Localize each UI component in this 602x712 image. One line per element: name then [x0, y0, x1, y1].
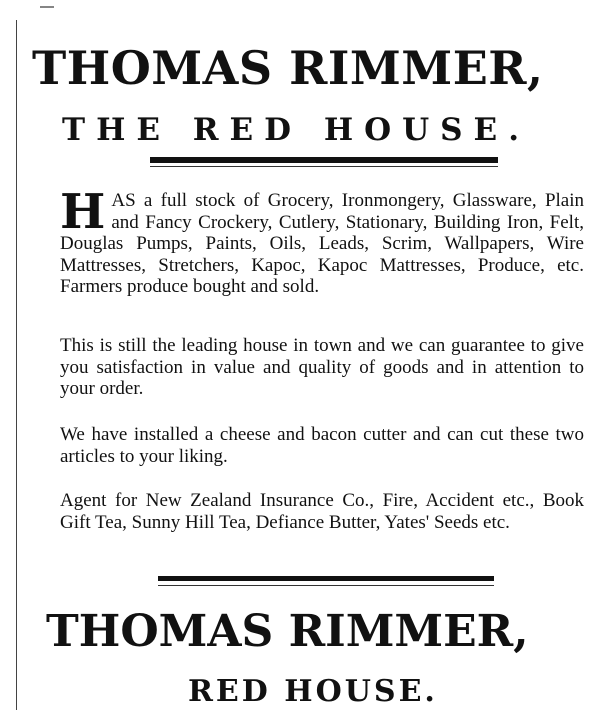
paragraph-stock: [60, 184, 584, 298]
paragraph-leading-house: This is still the leading house in town and we can guarantee to give you satisfaction in value and quality of goods and in attention to your order.: [60, 335, 584, 399]
paragraph-cheese-bacon: We have installed a cheese and bacon cutter and can cut these two articles to your liking.: [60, 424, 584, 467]
drop-cap: H: [60, 184, 106, 240]
header-divider-thick: [150, 157, 498, 163]
header-title: THOMAS RIMMER,: [32, 41, 544, 95]
header-divider-thin: [150, 166, 498, 167]
print-smudge: [40, 6, 54, 8]
footer-title: THOMAS RIMMER,: [46, 606, 529, 657]
left-border-line: [16, 20, 17, 710]
footer-subtitle: RED HOUSE.: [188, 674, 438, 709]
header-subtitle: THE RED HOUSE.: [62, 112, 530, 148]
paragraph-stock-text: AS a full stock of Grocery, Ironmongery, Glassware, Plain and Fancy Crockery, Cutlery, Stationary, Building Iron, Felt, Douglas Pumps, Paints, Oils, Leads, Scrim, Wallpapers, Wire Mattresses, Stretchers, Kapoc, Kapoc Mattresses, Produce, etc. Farmers produce bought and sold.: [60, 190, 584, 297]
paragraph-agent: Agent for New Zealand Insurance Co., Fire, Accident etc., Book Gift Tea, Sunny Hill Tea, Defiance Butter, Yates' Seeds etc.: [60, 490, 584, 533]
footer-divider-thin: [158, 585, 494, 586]
footer-divider-thick: [158, 576, 494, 581]
